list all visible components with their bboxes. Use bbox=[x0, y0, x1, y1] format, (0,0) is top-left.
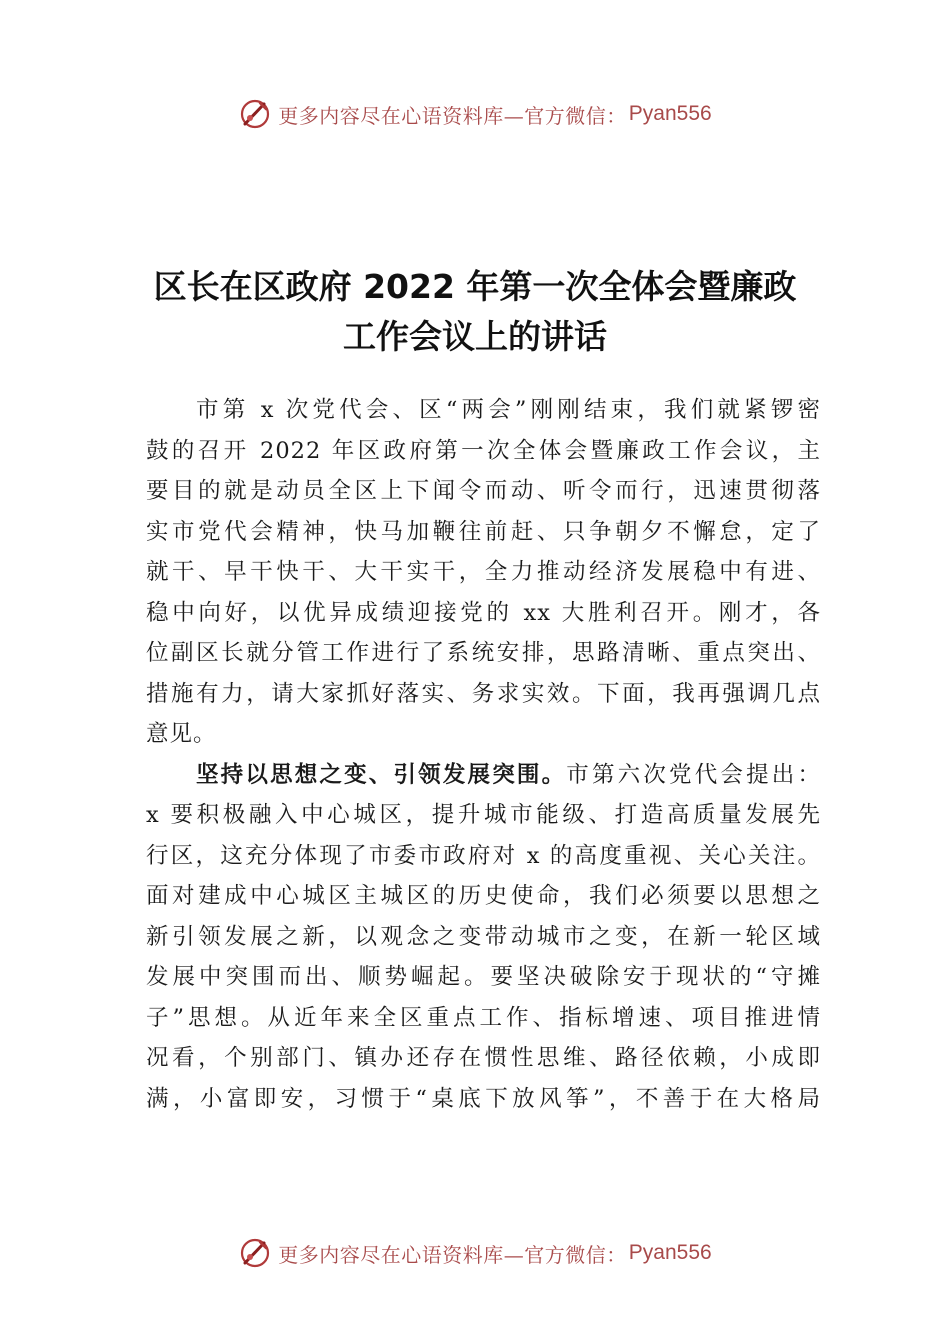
paragraph-lead-heading: 坚持以思想之变、引领发展突围。 bbox=[196, 761, 567, 788]
body-line: 况看，个别部门、镇办还存在惯性思维、路径依赖，小成即 bbox=[146, 1045, 821, 1071]
pen-logo-icon bbox=[238, 1236, 272, 1270]
body-line: 发展中突围而出、顺势崛起。要坚决破除安于现状的“守摊 bbox=[146, 964, 821, 990]
banner-wechat-id: Pyan556 bbox=[628, 102, 712, 125]
body-line: 鼓的召开 2022 年区政府第一次全体会暨廉政工作会议，主 bbox=[146, 437, 821, 464]
footer-banner bbox=[0, 1233, 950, 1273]
body-line: 满，小富即安，习惯于“桌底下放风筝”，不善于在大格局 bbox=[146, 1085, 821, 1112]
paragraph-2 bbox=[146, 755, 821, 1120]
body-line: 就干、早干快干、大干实干，全力推动经济发展稳中有进、 bbox=[146, 559, 821, 585]
banner-text: 更多内容尽在心语资料库—官方微信： bbox=[278, 1242, 627, 1267]
body-line-with-lead bbox=[146, 755, 821, 796]
banner-wechat-id: Pyan556 bbox=[628, 1241, 712, 1264]
paragraph-lead-rest: 市第六次党代会提出： bbox=[566, 761, 821, 788]
body-line: 要目的就是动员全区上下闻令而动、听令而行，迅速贯彻落 bbox=[146, 478, 821, 504]
body-line: 市第 x 次党代会、区“两会”刚刚结束，我们就紧锣密 bbox=[196, 397, 821, 423]
body-line: 行区，这充分体现了市委市政府对 x 的高度重视、关心关注。 bbox=[146, 842, 821, 869]
body-line: 实市党代会精神，快马加鞭往前赶、只争朝夕不懈怠，定了 bbox=[146, 518, 821, 545]
body-line: 位副区长就分管工作进行了系统安排，思路清晰、重点突出、 bbox=[146, 640, 821, 666]
body-line: 措施有力，请大家抓好落实、务求实效。下面，我再强调几点 bbox=[146, 680, 821, 707]
body-line: 稳中向好，以优异成绩迎接党的 xx 大胜利召开。刚才，各 bbox=[146, 599, 821, 626]
body-line: 新引领发展之新，以观念之变带动城市之变，在新一轮区域 bbox=[146, 923, 821, 950]
title-line-1: 区长在区政府 2022 年第一次全体会暨廉政 bbox=[153, 267, 797, 306]
document-title bbox=[100, 262, 850, 362]
banner-text: 更多内容尽在心语资料库—官方微信： bbox=[278, 103, 627, 128]
header-banner bbox=[0, 94, 950, 134]
body-line: 意见。 bbox=[146, 721, 217, 747]
paragraph-1 bbox=[146, 390, 821, 755]
body-line: 子”思想。从近年来全区重点工作、指标增速、项目推进情 bbox=[146, 1004, 821, 1031]
pen-logo-icon bbox=[238, 97, 272, 131]
title-line-2: 工作会议上的讲话 bbox=[343, 317, 607, 356]
body-line: 面对建成中心城区主城区的历史使命，我们必须要以思想之 bbox=[146, 883, 821, 909]
body-line: x 要积极融入中心城区，提升城市能级、打造高质量发展先 bbox=[146, 802, 821, 828]
document-body bbox=[146, 390, 821, 1119]
